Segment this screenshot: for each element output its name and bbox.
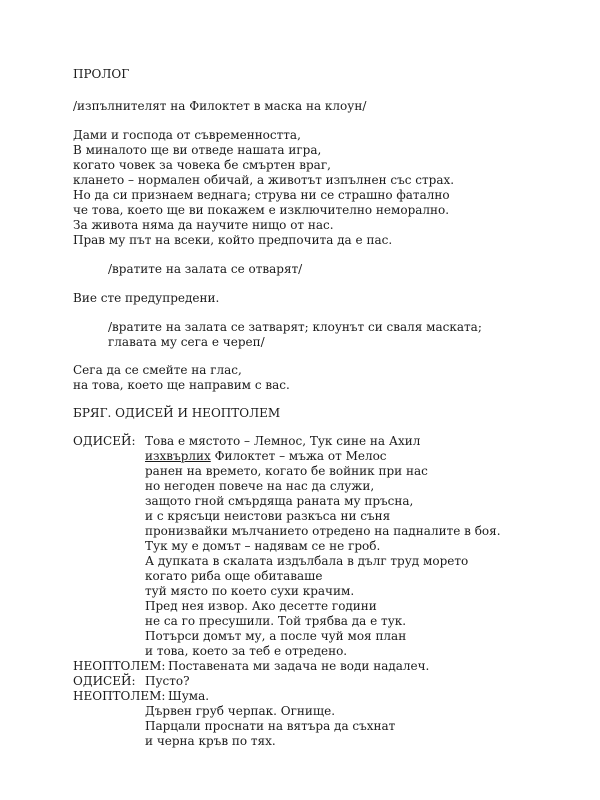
verse-line: на това, което ще направим с вас.: [73, 378, 290, 392]
dialogue-line: и това, което за теб е отредено.: [145, 644, 348, 658]
dialogue-line: защото гной смърдяща раната му пръсна,: [145, 494, 414, 508]
dialogue-line: ранен на времето, когато бе войник при нас: [145, 464, 428, 478]
verse-line: За живота няма да научите нищо от нас.: [73, 218, 334, 232]
verse-line: Прав му път на всеки, който предпочита да е пас.: [73, 233, 393, 247]
dialogue-line: пронизвайки мълчанието отредено на падналите в боя.: [145, 524, 501, 538]
dialogue-line: и с крясъци неистови разкъса ни съня: [145, 509, 391, 523]
speaker-label: НЕОПТОЛЕМ:: [73, 689, 166, 703]
dialogue-line: Пусто?: [145, 674, 190, 688]
dialogue-line: [145, 449, 387, 464]
speaker-label: ОДИСЕЙ:: [73, 674, 136, 688]
verse-line: В миналото ще ви отведе нашата игра,: [73, 143, 322, 157]
stage-direction: /изпълнителят на Филоктет в маска на клоун/: [73, 99, 367, 113]
verse-line: Дами и господа от съвременността,: [73, 128, 301, 142]
dialogue-line: не са го пресушили. Той трябва да е тук.: [145, 614, 407, 628]
dialogue-line-rest: Филоктет – мъжа от Мелос: [210, 449, 387, 463]
dialogue-line: Парцали проснати на вятъра да съхнат: [145, 719, 396, 733]
verse-line: Но да си признаем веднага; струва ни се страшно фатално: [73, 188, 450, 202]
verse-line: когато човек за човека бе смъртен враг,: [73, 158, 331, 172]
dialogue-line: и черна кръв по тях.: [145, 734, 276, 748]
speaker-label: ОДИСЕЙ:: [73, 434, 136, 448]
prologue-heading: ПРОЛОГ: [73, 67, 130, 81]
dialogue-line: Пред нея извор. Ако десетте години: [145, 599, 377, 613]
verse-line: Вие сте предупредени.: [73, 291, 220, 305]
stage-direction: /вратите на залата се затварят; клоунът си сваля маската;: [108, 320, 482, 334]
verse-line: клането – нормален обичай, а животът изпълнен със страх.: [73, 173, 455, 187]
dialogue-line: Дървен груб черпак. Огнище.: [145, 704, 336, 718]
stage-direction: /вратите на залата се отварят/: [108, 262, 303, 276]
dialogue-line: туй място по което сухи крачим.: [145, 584, 355, 598]
dialogue-line: Поставената ми задача не води надалеч.: [168, 659, 430, 673]
underlined-word: изхвърлих: [145, 449, 211, 463]
dialogue-line: Тук му е домът – надявам се не гроб.: [145, 539, 381, 553]
dialogue-line: но негоден повече на нас да служи,: [145, 479, 375, 493]
verse-line: че това, което ще ви покажем е изключително неморално.: [73, 203, 450, 217]
dialogue-line: когато риба още обитаваше: [145, 569, 323, 583]
speaker-label: НЕОПТОЛЕМ:: [73, 659, 166, 673]
dialogue-line: А дупката в скалата издълбала в дълг труд морето: [145, 554, 469, 568]
scene-heading: БРЯГ. ОДИСЕЙ И НЕОПТОЛЕМ: [73, 406, 281, 420]
dialogue-line: Потърси домът му, а после чуй моя план: [145, 629, 407, 643]
verse-line: Сега да се смейте на глас,: [73, 363, 242, 377]
stage-direction: главата му сега е череп/: [108, 335, 265, 349]
dialogue-line: Шума.: [168, 689, 210, 703]
dialogue-line: Това е мястото – Лемнос, Тук сине на Ахил: [145, 434, 421, 448]
